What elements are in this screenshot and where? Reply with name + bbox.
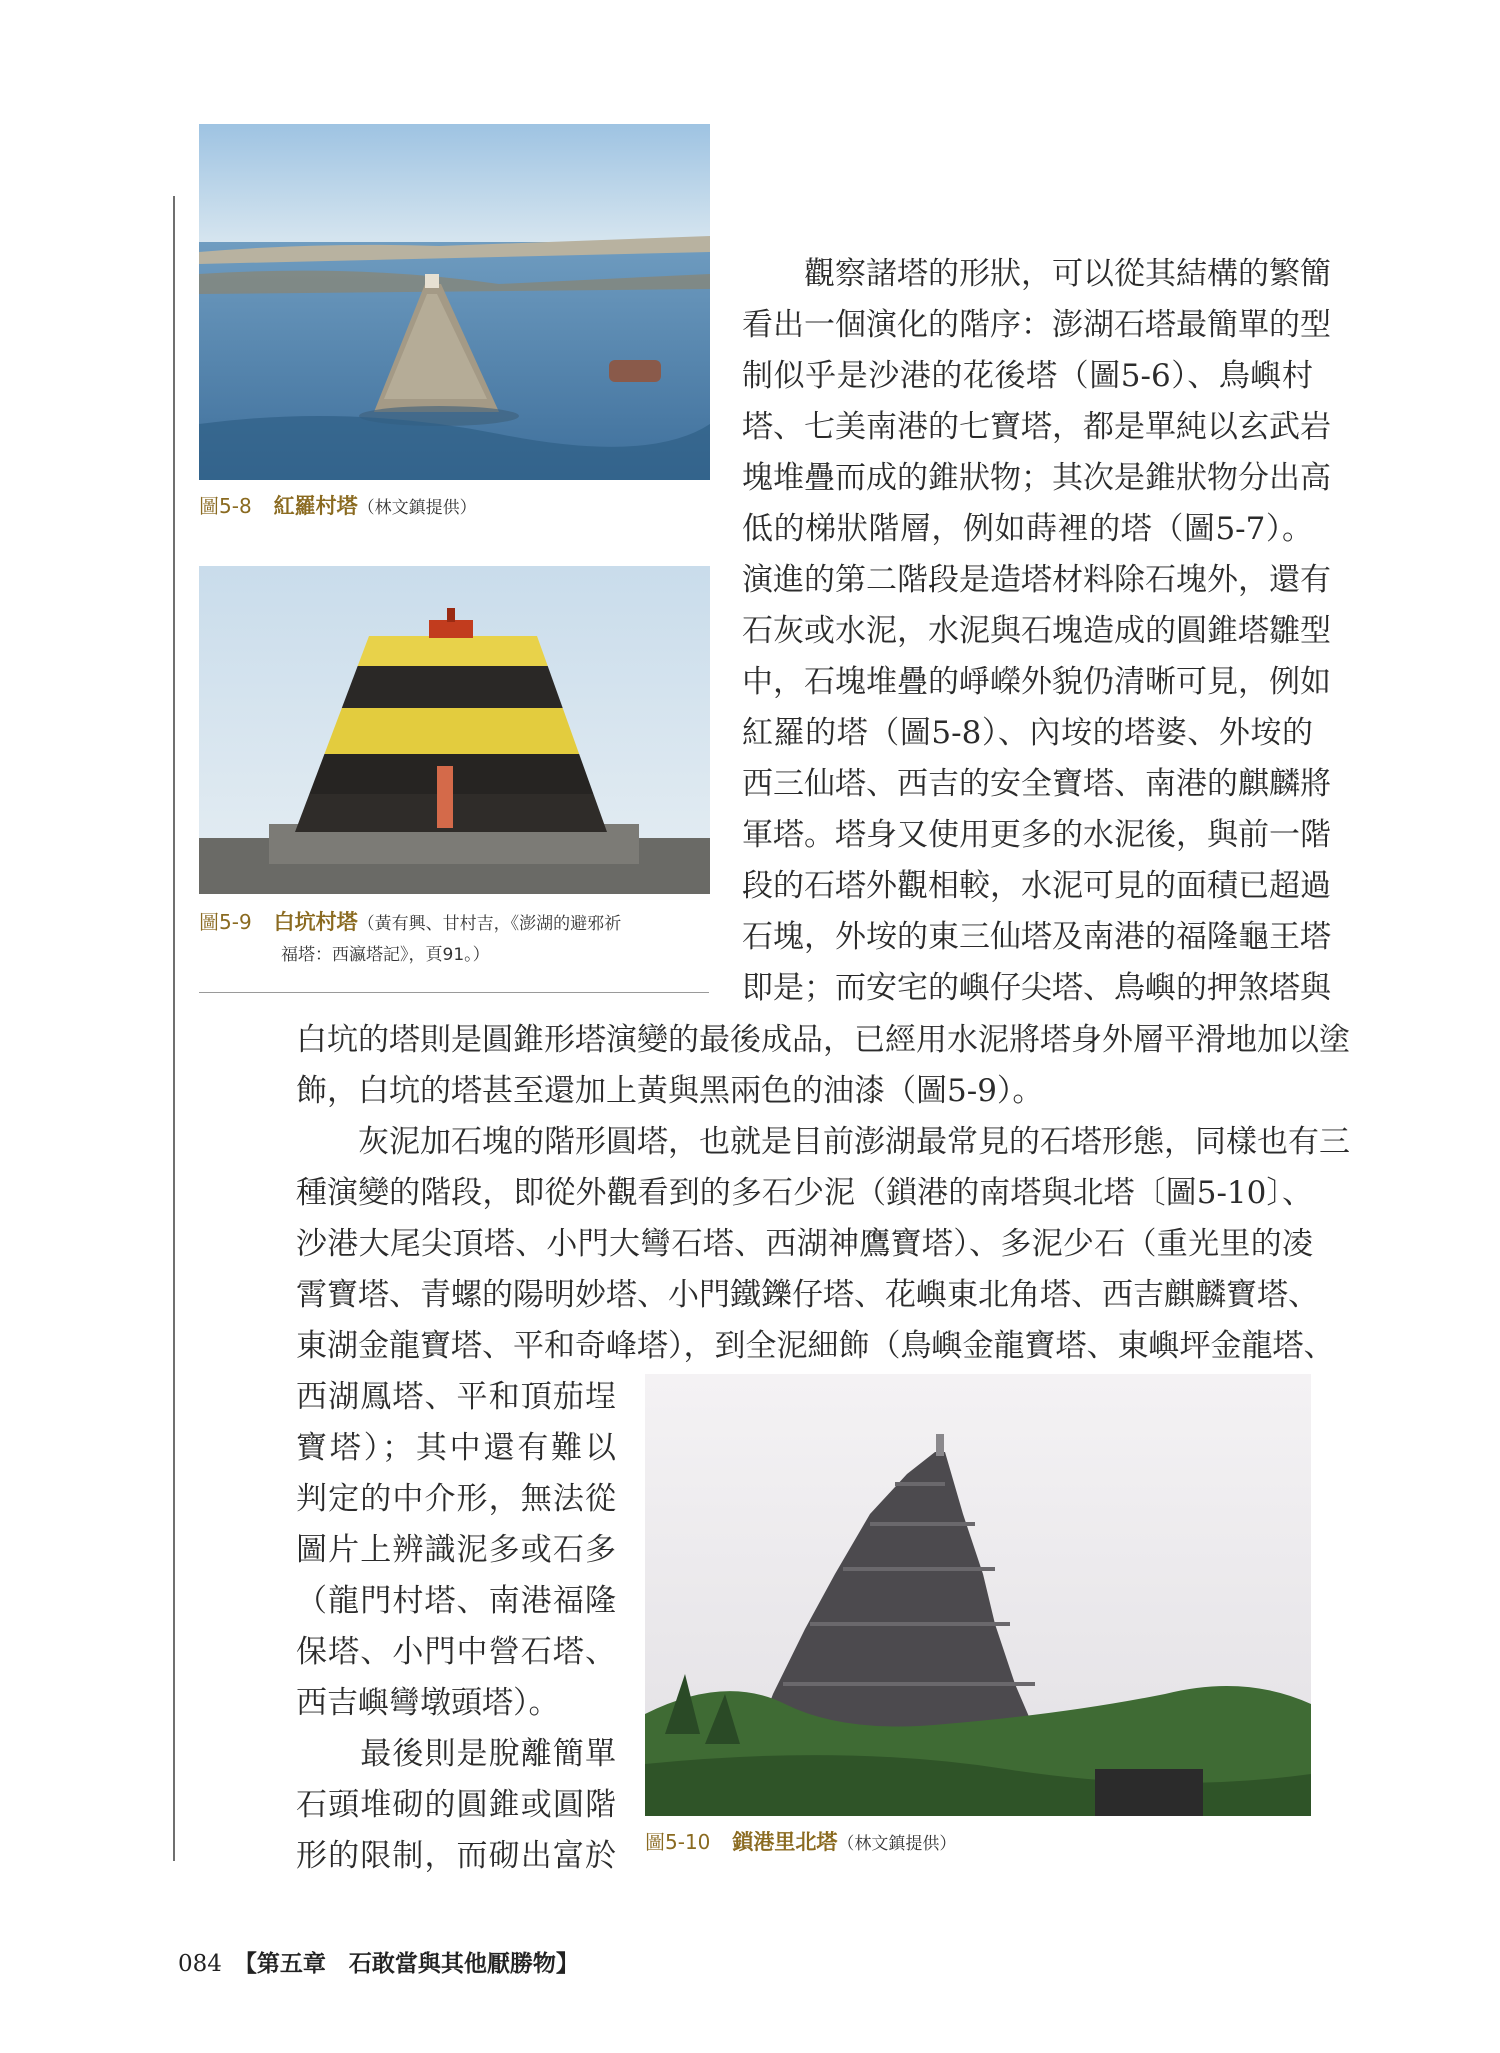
body-line: 石塊，外垵的東三仙塔及南港的福隆龜王塔 — [742, 919, 1331, 955]
figure-title: 白坑村塔 — [273, 910, 358, 934]
figure-source-line2: 福塔：西瀛塔記》，頁91。） — [281, 945, 490, 965]
page-number: 084 — [178, 1951, 222, 1977]
body-line: 種演變的階段，即從外觀看到的多石少泥（鎖港的南塔與北塔〔圖5-10〕、 — [296, 1175, 1313, 1211]
body-column-right — [742, 249, 1331, 1014]
body-line: 最後則是脫離簡單 — [296, 1736, 616, 1772]
caption-fig-5-10 — [645, 1827, 956, 1860]
figure-label: 圖5-8 — [199, 494, 252, 518]
body-line: 紅羅的塔（圖5-8）、內垵的塔婆、外垵的 — [742, 715, 1313, 751]
body-line: 形的限制，而砌出富於 — [296, 1838, 616, 1874]
figure-title: 鎖港里北塔 — [732, 1830, 838, 1854]
body-line: （龍門村塔、南港福隆 — [296, 1583, 616, 1619]
body-line: 段的石塔外觀相較，水泥可見的面積已超過 — [742, 868, 1331, 904]
body-line: 即是；而安宅的嶼仔尖塔、鳥嶼的押煞塔與 — [742, 970, 1331, 1006]
body-line: 中，石塊堆疊的崢嶸外貌仍清晰可見，例如 — [742, 664, 1331, 700]
body-line: 白坑的塔則是圓錐形塔演變的最後成品，已經用水泥將塔身外層平滑地加以塗 — [296, 1022, 1350, 1058]
body-line: 飾，白坑的塔甚至還加上黃與黑兩色的油漆（圖5-9）。 — [296, 1073, 1044, 1109]
body-line: 石灰或水泥，水泥與石塊造成的圓錐塔雛型 — [742, 613, 1331, 649]
photo-suogang-north-tower — [645, 1374, 1311, 1816]
body-line: 沙港大尾尖頂塔、小門大彎石塔、西湖神鷹寶塔）、多泥少石（重光里的凌 — [296, 1226, 1313, 1262]
body-column-left — [296, 1372, 616, 1882]
body-line: 塊堆疊而成的錐狀物；其次是錐狀物分出高 — [742, 460, 1331, 496]
figure-credit: （林文鎮提供） — [357, 498, 477, 518]
body-line: 低的梯狀階層，例如蒔裡的塔（圖5-7）。 — [742, 511, 1313, 547]
body-line: 制似乎是沙港的花後塔（圖5-6）、鳥嶼村 — [742, 358, 1313, 394]
body-line: 東湖金龍寶塔、平和奇峰塔），到全泥細飾（鳥嶼金龍寶塔、東嶼坪金龍塔、 — [296, 1328, 1335, 1364]
body-column-wide — [296, 1015, 1350, 1372]
body-line: 軍塔。塔身又使用更多的水泥後，與前一階 — [742, 817, 1331, 853]
body-line: 演進的第二階段是造塔材料除石塊外，還有 — [742, 562, 1331, 598]
body-line: 判定的中介形，無法從 — [296, 1481, 616, 1517]
caption-fig-5-9 — [199, 907, 621, 971]
body-line: 寶塔）；其中還有難以 — [296, 1430, 616, 1466]
body-line: 保塔、小門中營石塔、 — [296, 1634, 616, 1670]
body-line: 西湖鳳塔、平和頂茄埕 — [296, 1379, 616, 1415]
photo-baikeng-tower — [199, 566, 710, 894]
body-line: 石頭堆砌的圓錐或圓階 — [296, 1787, 616, 1823]
body-line: 看出一個演化的階序：澎湖石塔最簡單的型 — [742, 307, 1331, 343]
caption-fig-5-8 — [199, 491, 477, 524]
body-line: 霄寶塔、青螺的陽明妙塔、小門鐵鑠仔塔、花嶼東北角塔、西吉麒麟寶塔、 — [296, 1277, 1319, 1313]
photo-hongluo-tower — [199, 124, 710, 480]
body-line: 灰泥加石塊的階形圓塔，也就是目前澎湖最常見的石塔形態，同樣也有三 — [296, 1124, 1350, 1160]
figure-label: 圖5-9 — [199, 910, 252, 934]
page-footer — [178, 1945, 579, 1978]
body-line: 西吉嶼彎墩頭塔）。 — [296, 1685, 560, 1721]
figure-title: 紅羅村塔 — [273, 494, 358, 518]
caption-divider — [199, 992, 709, 993]
running-chapter-title: 【第五章 石敢當與其他厭勝物】 — [233, 1950, 579, 1977]
body-line: 觀察諸塔的形狀，可以從其結構的繁簡 — [742, 256, 1331, 292]
figure-source-line1: （黃有興、甘村吉，《澎湖的避邪祈 — [357, 914, 622, 934]
body-line: 塔、七美南港的七寶塔，都是單純以玄武岩 — [742, 409, 1331, 445]
figure-label: 圖5-10 — [645, 1830, 711, 1854]
body-line: 西三仙塔、西吉的安全寶塔、南港的麒麟將 — [742, 766, 1331, 802]
margin-rule — [173, 196, 175, 1861]
body-line: 圖片上辨識泥多或石多 — [296, 1532, 616, 1568]
figure-credit: （林文鎮提供） — [837, 1834, 957, 1854]
